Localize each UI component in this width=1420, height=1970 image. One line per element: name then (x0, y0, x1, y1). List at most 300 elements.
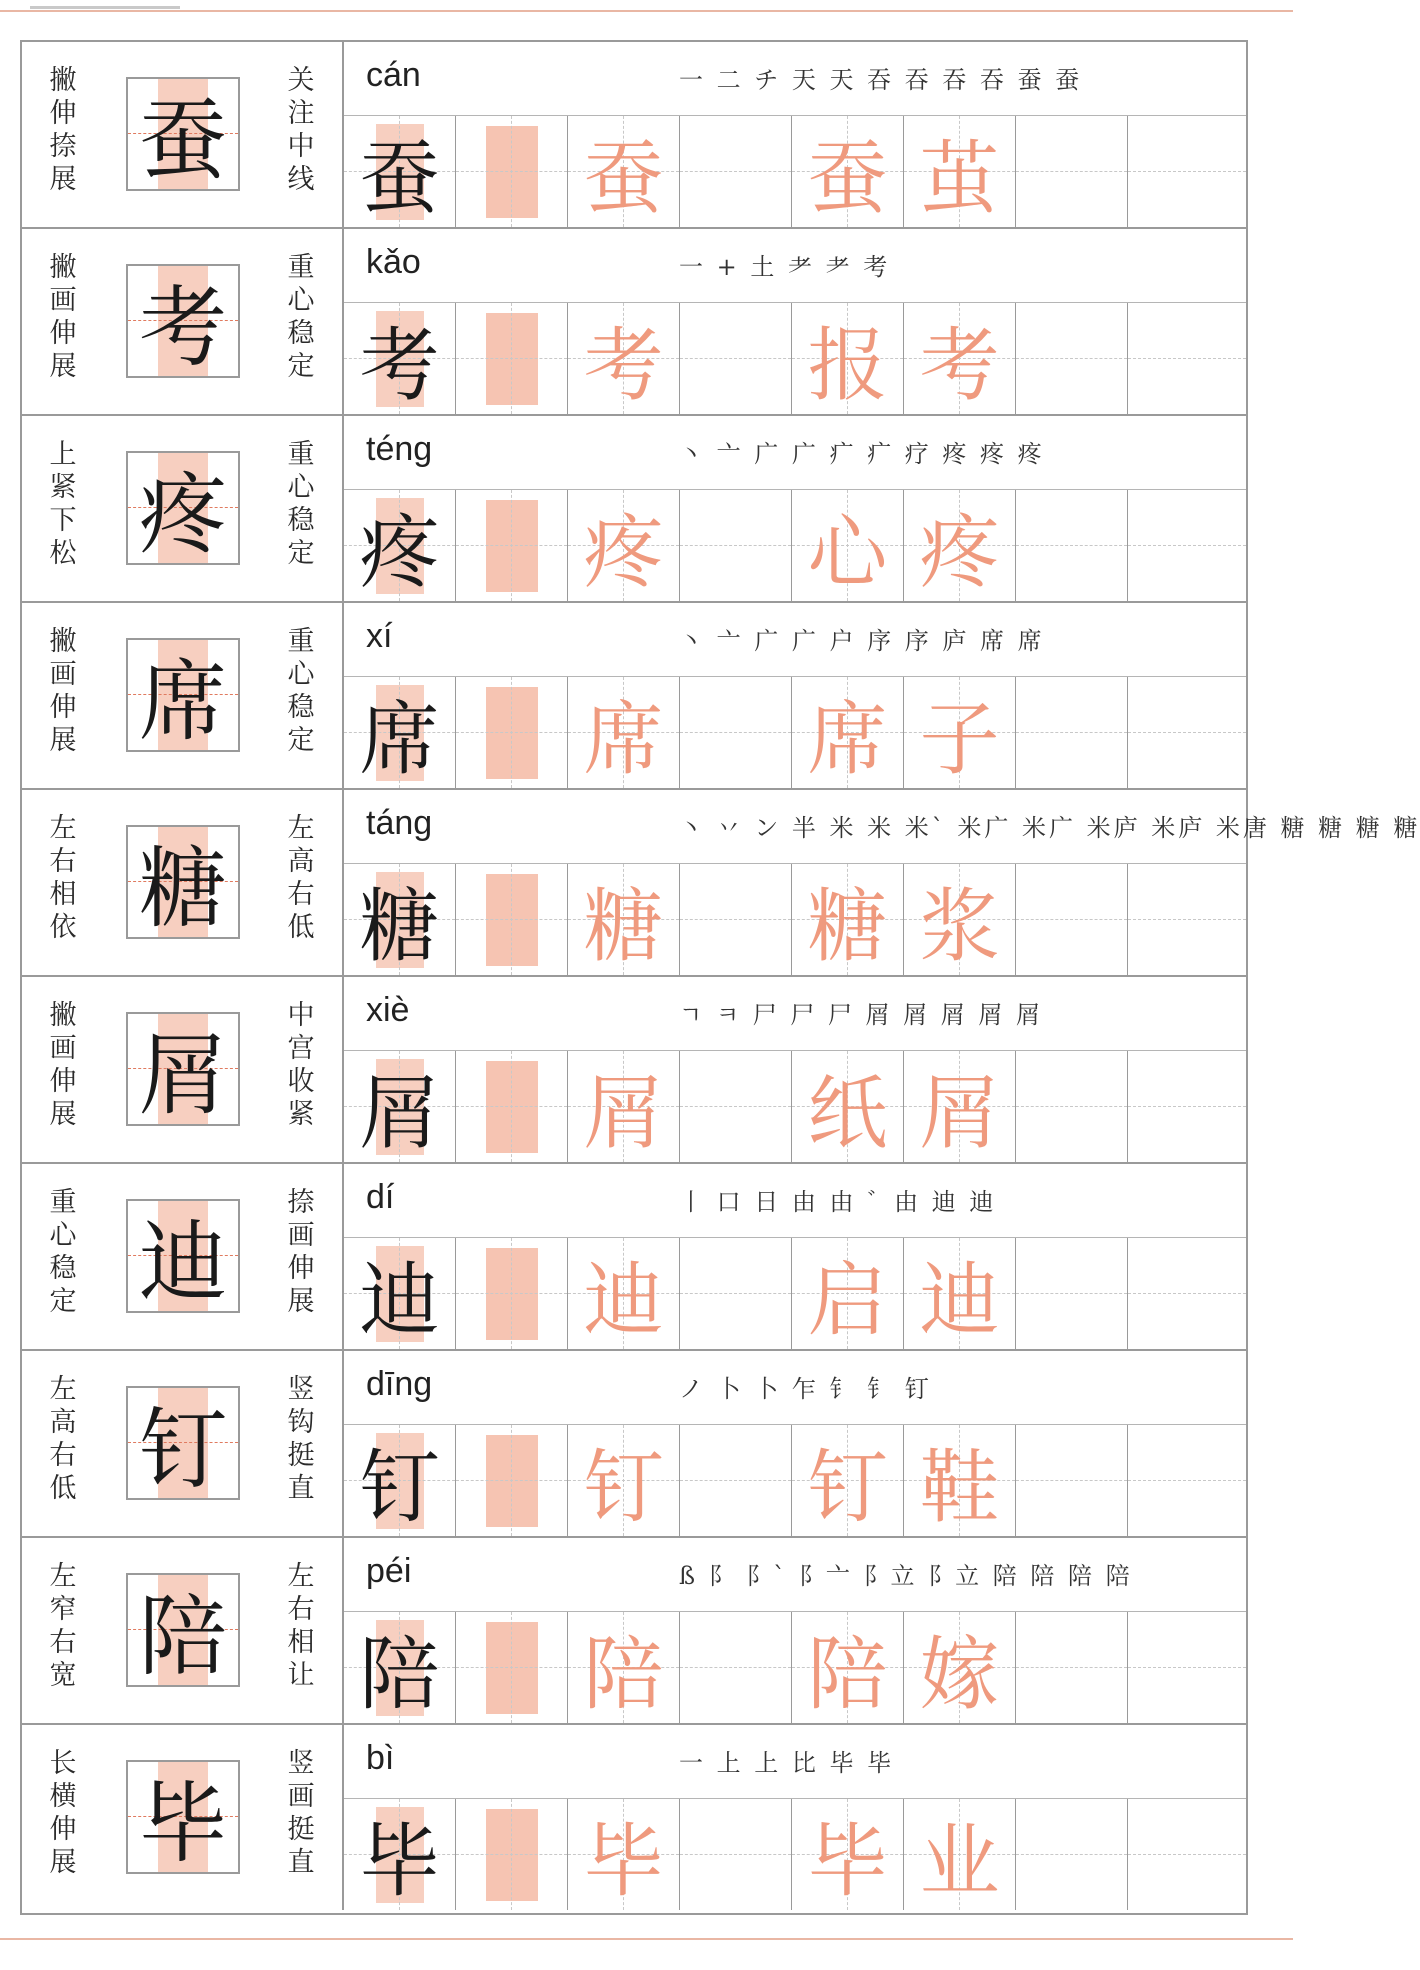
guide-line (1016, 1854, 1127, 1855)
tip-glyph: 直 (287, 1473, 315, 1504)
writing-cells (344, 303, 1246, 414)
tip-glyph: 展 (49, 351, 77, 382)
tip-glyph: 左 (287, 1561, 315, 1592)
guide-line (680, 1854, 791, 1855)
left-tip (46, 812, 80, 944)
blank-practice-cell[interactable] (456, 1238, 568, 1349)
practice-panel (344, 1351, 1246, 1536)
stroke-order: 一 上 上 比 毕 毕 (679, 1749, 895, 1777)
pinyin: cán (366, 56, 421, 94)
model-character: 席 (138, 650, 227, 753)
pinyin: xiè (366, 991, 410, 1029)
tip-glyph: 定 (287, 538, 315, 569)
guide-line (511, 864, 512, 975)
tip-glyph: 中 (287, 1000, 315, 1031)
right-tip (284, 251, 318, 383)
model-character: 屑 (138, 1024, 227, 1127)
model-panel (22, 1351, 344, 1536)
blank-practice-cell[interactable] (456, 1612, 568, 1723)
guide-line (680, 171, 791, 172)
empty-cell[interactable] (680, 677, 792, 788)
guide-line (680, 1106, 791, 1107)
word-character-1 (792, 1612, 904, 1723)
blank-practice-cell[interactable] (456, 1799, 568, 1910)
left-tip (46, 438, 80, 570)
model-character-box (126, 1199, 240, 1313)
guide-line (1128, 358, 1246, 359)
character-glyph: 陪 (807, 1628, 888, 1721)
tip-glyph: 画 (49, 1033, 77, 1064)
center-band (486, 1248, 538, 1340)
tip-glyph: 上 (49, 439, 77, 470)
character-glyph: 屑 (583, 1067, 664, 1160)
tip-glyph: 松 (49, 538, 77, 569)
practice-panel (344, 790, 1420, 975)
stroke-order: 丨 口 日 由 由 ゛由 迪 迪 (679, 1188, 997, 1216)
guide-line (511, 490, 512, 601)
left-tip (46, 999, 80, 1131)
empty-cell[interactable] (1128, 677, 1246, 788)
character-glyph: 茧 (919, 132, 1000, 225)
empty-cell[interactable] (680, 1425, 792, 1536)
tip-glyph: 撇 (49, 626, 77, 657)
empty-cell[interactable] (1016, 490, 1128, 601)
word-character-1 (792, 490, 904, 601)
center-band (486, 313, 538, 405)
tip-glyph: 定 (287, 351, 315, 382)
right-tip (284, 625, 318, 757)
center-band (486, 1809, 538, 1901)
character-glyph: 屑 (919, 1067, 1000, 1160)
model-character-box (126, 1012, 240, 1126)
model-character: 迪 (138, 1211, 227, 1314)
word-character-2 (904, 677, 1016, 788)
center-band (486, 1622, 538, 1714)
practice-panel (344, 603, 1246, 788)
tip-glyph: 紧 (49, 472, 77, 503)
stroke-order: 丶 亠 广 广 户 序 序 庐 席 席 (679, 627, 1045, 655)
character-glyph: 报 (807, 319, 888, 412)
empty-cell[interactable] (1016, 1425, 1128, 1536)
tip-glyph: 撇 (49, 252, 77, 283)
empty-cell[interactable] (1016, 1238, 1128, 1349)
empty-cell[interactable] (1128, 1238, 1246, 1349)
left-tip (46, 625, 80, 757)
example-character (344, 1799, 456, 1910)
blank-practice-cell[interactable] (456, 864, 568, 975)
writing-cells (344, 1238, 1246, 1349)
practice-row (22, 603, 1246, 790)
tip-glyph: 稳 (287, 318, 315, 349)
word-character-1 (792, 303, 904, 414)
trace-character (568, 116, 680, 227)
model-panel (22, 790, 344, 975)
center-band (486, 126, 538, 218)
example-character-glyph: 毕 (359, 1815, 440, 1908)
word-character-1 (792, 116, 904, 227)
trace-character (568, 864, 680, 975)
tip-glyph: 钩 (287, 1407, 315, 1438)
pinyin: téng (366, 430, 433, 468)
tip-glyph: 右 (49, 846, 77, 877)
model-panel (22, 416, 344, 601)
writing-cells (344, 677, 1246, 788)
trace-character (568, 677, 680, 788)
word-character-1 (792, 1799, 904, 1910)
empty-cell[interactable] (1016, 1612, 1128, 1723)
tip-glyph: 高 (287, 846, 315, 877)
character-glyph: 浆 (919, 880, 1000, 973)
tip-glyph: 心 (287, 285, 315, 316)
tip-glyph: 左 (287, 813, 315, 844)
example-character-glyph: 疼 (359, 506, 440, 599)
tip-glyph: 竖 (287, 1748, 315, 1779)
empty-cell[interactable] (1128, 116, 1246, 227)
model-character: 毕 (138, 1772, 227, 1875)
guide-line (511, 1612, 512, 1723)
writing-cells (344, 490, 1246, 601)
model-character-box (126, 1573, 240, 1687)
tip-glyph: 窄 (49, 1594, 77, 1625)
model-character: 糖 (138, 837, 227, 940)
example-character (344, 490, 456, 601)
guide-line (1016, 1480, 1127, 1481)
tip-glyph: 心 (287, 659, 315, 690)
writing-cells (344, 1425, 1246, 1536)
trace-character (568, 1051, 680, 1162)
tip-glyph: 横 (49, 1781, 77, 1812)
guide-line (511, 677, 512, 788)
tip-glyph: 收 (287, 1066, 315, 1097)
tip-glyph: 挺 (287, 1814, 315, 1845)
trace-character (568, 303, 680, 414)
tip-glyph: 撇 (49, 1000, 77, 1031)
model-character: 考 (138, 276, 227, 379)
empty-cell[interactable] (680, 864, 792, 975)
guide-line (511, 1051, 512, 1162)
tip-glyph: 展 (49, 164, 77, 195)
stroke-order: ß 阝 阝` 阝亠 阝立 阝立 陪 陪 陪 陪 (679, 1562, 1133, 1590)
word-character-2 (904, 1051, 1016, 1162)
model-panel (22, 1725, 344, 1910)
practice-row (22, 416, 1246, 603)
model-character: 钉 (138, 1398, 227, 1501)
tip-glyph: 紧 (287, 1099, 315, 1130)
model-character-box (126, 264, 240, 378)
character-glyph: 鞋 (919, 1441, 1000, 1534)
example-character-glyph: 钉 (359, 1441, 440, 1534)
tip-glyph: 伸 (287, 1253, 315, 1284)
character-glyph: 业 (919, 1815, 1000, 1908)
guide-line (1128, 1667, 1246, 1668)
blank-practice-cell[interactable] (456, 1051, 568, 1162)
practice-row (22, 790, 1420, 977)
practice-row (22, 977, 1246, 1164)
model-character-box (126, 451, 240, 565)
model-character: 蚕 (138, 89, 227, 192)
stroke-order: 一 + 土 耂 耂 考 (679, 253, 891, 281)
empty-cell[interactable] (1016, 303, 1128, 414)
guide-line (1016, 1667, 1127, 1668)
model-panel (22, 1164, 344, 1349)
character-glyph: 钉 (807, 1441, 888, 1534)
practice-panel (344, 416, 1246, 601)
model-character-box (126, 77, 240, 191)
character-glyph: 疼 (583, 506, 664, 599)
center-band (486, 500, 538, 592)
tip-glyph: 相 (287, 1627, 315, 1658)
tip-glyph: 捺 (49, 131, 77, 162)
right-tip (284, 1186, 318, 1318)
tip-glyph: 注 (287, 98, 315, 129)
center-band (486, 1435, 538, 1527)
character-glyph: 子 (919, 693, 1000, 786)
character-glyph: 陪 (583, 1628, 664, 1721)
character-glyph: 考 (919, 319, 1000, 412)
tip-glyph: 展 (49, 1099, 77, 1130)
guide-line (511, 303, 512, 414)
empty-cell[interactable] (1128, 1612, 1246, 1723)
guide-line (1128, 1106, 1246, 1107)
word-character-1 (792, 677, 904, 788)
empty-cell[interactable] (1128, 864, 1246, 975)
model-character-box (126, 825, 240, 939)
tip-glyph: 低 (49, 1473, 77, 1504)
tip-glyph: 定 (287, 725, 315, 756)
left-tip (46, 64, 80, 196)
guide-line (680, 1667, 791, 1668)
example-character-glyph: 席 (359, 693, 440, 786)
right-tip (284, 64, 318, 196)
character-glyph: 嫁 (919, 1628, 1000, 1721)
left-tip (46, 1373, 80, 1505)
practice-panel (344, 977, 1246, 1162)
character-glyph: 心 (807, 506, 888, 599)
practice-row (22, 1725, 1246, 1912)
model-panel (22, 1538, 344, 1723)
practice-row (22, 229, 1246, 416)
tip-glyph: 左 (49, 1374, 77, 1405)
top-rule (0, 10, 1293, 12)
guide-line (680, 1293, 791, 1294)
character-glyph: 迪 (583, 1254, 664, 1347)
tip-glyph: 稳 (49, 1253, 77, 1284)
pinyin: kǎo (366, 243, 421, 281)
example-character (344, 677, 456, 788)
pinyin: táng (366, 804, 433, 842)
empty-cell[interactable] (1016, 677, 1128, 788)
guide-line (511, 1425, 512, 1536)
trace-character (568, 1799, 680, 1910)
left-tip (46, 1747, 80, 1879)
tip-glyph: 重 (287, 626, 315, 657)
empty-cell[interactable] (1016, 1799, 1128, 1910)
center-band (486, 874, 538, 966)
bottom-rule (0, 1938, 1293, 1940)
empty-cell[interactable] (1128, 1051, 1246, 1162)
tip-glyph: 宫 (287, 1033, 315, 1064)
pinyin: dí (366, 1178, 395, 1216)
guide-line (1016, 919, 1127, 920)
empty-cell[interactable] (1128, 1799, 1246, 1910)
model-panel (22, 977, 344, 1162)
blank-practice-cell[interactable] (456, 490, 568, 601)
word-character-2 (904, 490, 1016, 601)
empty-cell[interactable] (1016, 116, 1128, 227)
tip-glyph: 画 (49, 285, 77, 316)
trace-character (568, 1238, 680, 1349)
guide-line (1016, 1106, 1127, 1107)
right-tip (284, 1373, 318, 1505)
tip-glyph: 心 (287, 472, 315, 503)
tip-glyph: 重 (287, 439, 315, 470)
tip-glyph: 画 (49, 659, 77, 690)
example-character (344, 116, 456, 227)
guide-line (1128, 919, 1246, 920)
word-character-1 (792, 1425, 904, 1536)
empty-cell[interactable] (1016, 1051, 1128, 1162)
empty-cell[interactable] (1016, 864, 1128, 975)
guide-line (1128, 732, 1246, 733)
model-character-box (126, 638, 240, 752)
practice-row (22, 1351, 1246, 1538)
guide-line (511, 1799, 512, 1910)
empty-cell[interactable] (680, 1612, 792, 1723)
empty-cell[interactable] (680, 490, 792, 601)
character-glyph: 疼 (919, 506, 1000, 599)
example-character-glyph: 屑 (359, 1067, 440, 1160)
tip-glyph: 画 (287, 1781, 315, 1812)
guide-line (1016, 171, 1127, 172)
left-tip (46, 1560, 80, 1692)
character-glyph: 钉 (583, 1441, 664, 1534)
center-band (486, 687, 538, 779)
tip-glyph: 伸 (49, 1814, 77, 1845)
tip-glyph: 让 (287, 1660, 315, 1691)
example-character (344, 1051, 456, 1162)
empty-cell[interactable] (1128, 303, 1246, 414)
tip-glyph: 直 (287, 1847, 315, 1878)
empty-cell[interactable] (680, 1051, 792, 1162)
blank-practice-cell[interactable] (456, 303, 568, 414)
tip-glyph: 心 (49, 1220, 77, 1251)
guide-line (1128, 545, 1246, 546)
guide-line (680, 919, 791, 920)
tip-glyph: 画 (287, 1220, 315, 1251)
writing-cells (344, 116, 1246, 227)
guide-line (680, 545, 791, 546)
tip-glyph: 展 (49, 1847, 77, 1878)
right-tip (284, 438, 318, 570)
tip-glyph: 定 (49, 1286, 77, 1317)
word-character-2 (904, 1238, 1016, 1349)
guide-line (1128, 1293, 1246, 1294)
empty-cell[interactable] (680, 1799, 792, 1910)
empty-cell[interactable] (680, 1238, 792, 1349)
practice-panel (344, 1725, 1246, 1910)
practice-panel (344, 1538, 1246, 1723)
tip-glyph: 伸 (49, 692, 77, 723)
tip-glyph: 低 (287, 912, 315, 943)
word-character-2 (904, 116, 1016, 227)
tip-glyph: 挺 (287, 1440, 315, 1471)
tip-glyph: 依 (49, 912, 77, 943)
tip-glyph: 右 (49, 1627, 77, 1658)
word-character-2 (904, 303, 1016, 414)
writing-cells (344, 1612, 1246, 1723)
blank-practice-cell[interactable] (456, 677, 568, 788)
blank-practice-cell[interactable] (456, 1425, 568, 1536)
example-character (344, 303, 456, 414)
model-character-box (126, 1760, 240, 1874)
tip-glyph: 右 (287, 1594, 315, 1625)
empty-cell[interactable] (1128, 490, 1246, 601)
left-tip (46, 251, 80, 383)
word-character-1 (792, 1051, 904, 1162)
practice-row (22, 1164, 1246, 1351)
empty-cell[interactable] (1128, 1425, 1246, 1536)
character-glyph: 迪 (919, 1254, 1000, 1347)
guide-line (1016, 545, 1127, 546)
empty-cell[interactable] (680, 303, 792, 414)
practice-panel (344, 1164, 1246, 1349)
example-character-glyph: 考 (359, 319, 440, 412)
tip-glyph: 伸 (49, 98, 77, 129)
tip-glyph: 长 (49, 1748, 77, 1779)
trace-character (568, 490, 680, 601)
stroke-order: 丶 亠 广 广 疒 疒 疗 疼 疼 疼 (679, 440, 1045, 468)
guide-line (1128, 171, 1246, 172)
character-glyph: 毕 (583, 1815, 664, 1908)
right-tip (284, 999, 318, 1131)
tip-glyph: 伸 (49, 1066, 77, 1097)
word-character-1 (792, 864, 904, 975)
example-character (344, 864, 456, 975)
writing-cells (344, 1051, 1246, 1162)
word-character-2 (904, 864, 1016, 975)
example-character (344, 1425, 456, 1536)
practice-sheet (20, 40, 1420, 1915)
model-panel (22, 42, 344, 227)
right-tip (284, 1747, 318, 1879)
tip-glyph: 展 (49, 725, 77, 756)
empty-cell[interactable] (680, 116, 792, 227)
example-character-glyph: 糖 (359, 880, 440, 973)
tip-glyph: 高 (49, 1407, 77, 1438)
blank-practice-cell[interactable] (456, 116, 568, 227)
word-character-2 (904, 1799, 1016, 1910)
word-character-1 (792, 1238, 904, 1349)
tip-glyph: 伸 (49, 318, 77, 349)
model-character: 疼 (138, 463, 227, 566)
tip-glyph: 宽 (49, 1660, 77, 1691)
character-glyph: 糖 (807, 880, 888, 973)
tip-glyph: 稳 (287, 505, 315, 536)
guide-line (1128, 1854, 1246, 1855)
pinyin: péi (366, 1552, 412, 1590)
example-character (344, 1612, 456, 1723)
character-glyph: 毕 (807, 1815, 888, 1908)
tip-glyph: 右 (287, 879, 315, 910)
model-panel (22, 229, 344, 414)
practice-panel (344, 229, 1246, 414)
guide-line (680, 732, 791, 733)
word-character-2 (904, 1425, 1016, 1536)
tip-glyph: 右 (49, 1440, 77, 1471)
character-glyph: 席 (583, 693, 664, 786)
stroke-order: ㄱ ㅋ 尸 尸 尸 屑 屑 屑 屑 屑 (679, 1001, 1044, 1029)
practice-row (22, 42, 1246, 229)
